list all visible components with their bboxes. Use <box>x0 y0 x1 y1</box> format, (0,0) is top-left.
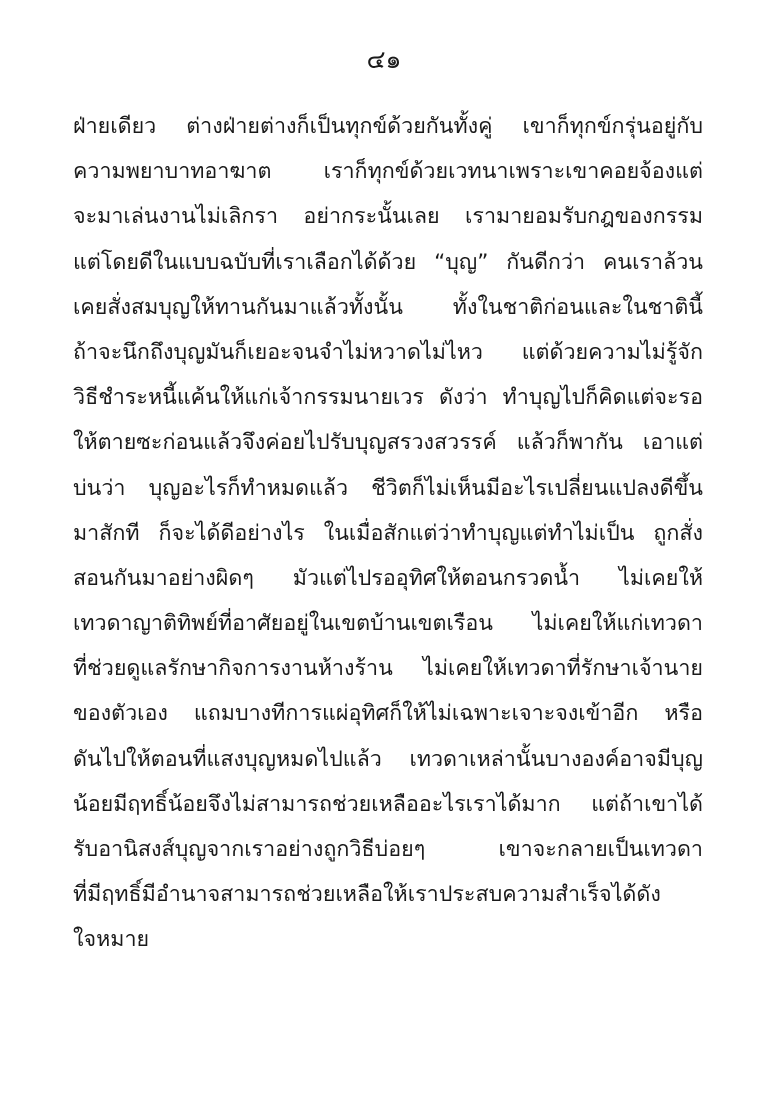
text-line: ของตัวเอง แถมบางทีการแผ่อุทิศก็ให้ไม่เฉพาะเจาะจงเข้าอีก หรือ <box>73 701 703 727</box>
text-line: เทวดาญาติทิพย์ที่อาศัยอยู่ในเขตบ้านเขตเรือน ไม่เคยให้แก่เทวดา <box>73 611 703 637</box>
text-line: ดันไปให้ตอนที่แสงบุญหมดไปแล้ว เทวดาเหล่านั้นบางองค์อาจมีบุญ <box>73 746 703 772</box>
text-line: มาสักที ก็จะได้ดีอย่างไร ในเมื่อสักแต่ว่าทำบุญแต่ทำไม่เป็น ถูกสั่ง <box>73 520 703 546</box>
text-line: ฝ่ายเดียว ต่างฝ่ายต่างก็เป็นทุกข์ด้วยกันทั้งคู่ เขาก็ทุกข์กรุ่นอยู่กับ <box>73 114 703 139</box>
text-line: แต่โดยดีในแบบฉบับที่เราเลือกได้ด้วย “บุญ” กันดีกว่า คนเราล้วน <box>73 249 703 275</box>
text-line: ให้ตายซะก่อนแล้วจึงค่อยไปรับบุญสรวงสวรรค์ แล้วก็พากัน เอาแต่ <box>73 430 703 456</box>
text-line: จะมาเล่นงานไม่เลิกรา อย่ากระนั้นเลย เรามายอมรับกฎของกรรม <box>73 204 703 230</box>
text-line: เคยสั่งสมบุญให้ทานกันมาแล้วทั้งนั้น ทั้งในชาติก่อนและในชาตินี้ <box>73 294 703 320</box>
page-number: ๔๑ <box>366 45 402 74</box>
text-line: น้อยมีฤทธิ์น้อยจึงไม่สามารถช่วยเหลืออะไรเราได้มาก แต่ถ้าเขาได้ <box>73 791 703 817</box>
text-line: ที่ช่วยดูแลรักษากิจการงานห้างร้าน ไม่เคยให้เทวดาที่รักษาเจ้านาย <box>73 656 703 682</box>
body-paragraph <box>73 104 703 963</box>
text-line: ถ้าจะนึกถึงบุญมันก็เยอะจนจำไม่หวาดไม่ไหว แต่ด้วยความไม่รู้จัก <box>73 339 703 365</box>
text-line: ความพยาบาทอาฆาต เราก็ทุกข์ด้วยเวทนาเพราะเขาคอยจ้องแต่ <box>73 159 703 185</box>
text-line: วิธีชำระหนี้แค้นให้แก่เจ้ากรรมนายเวร ดังว่า ทำบุญไปก็คิดแต่จะรอ <box>73 385 703 411</box>
text-line: ที่มีฤทธิ์มีอำนาจสามารถช่วยเหลือให้เราประสบความสำเร็จได้ดัง <box>73 882 661 908</box>
text-line-last: ใจหมาย <box>73 927 150 953</box>
text-line: รับอานิสงส์บุญจากเราอย่างถูกวิธีบ่อยๆ เขาจะกลายเป็นเทวดา <box>73 837 703 862</box>
text-line: สอนกันมาอย่างผิดๆ มัวแต่ไปรออุทิศให้ตอนกรวดน้ำ ไม่เคยให้ <box>73 565 703 591</box>
text-line: บ่นว่า บุญอะไรก็ทำหมดแล้ว ชีวิตก็ไม่เห็นมีอะไรเปลี่ยนแปลงดีขึ้น <box>73 475 703 501</box>
